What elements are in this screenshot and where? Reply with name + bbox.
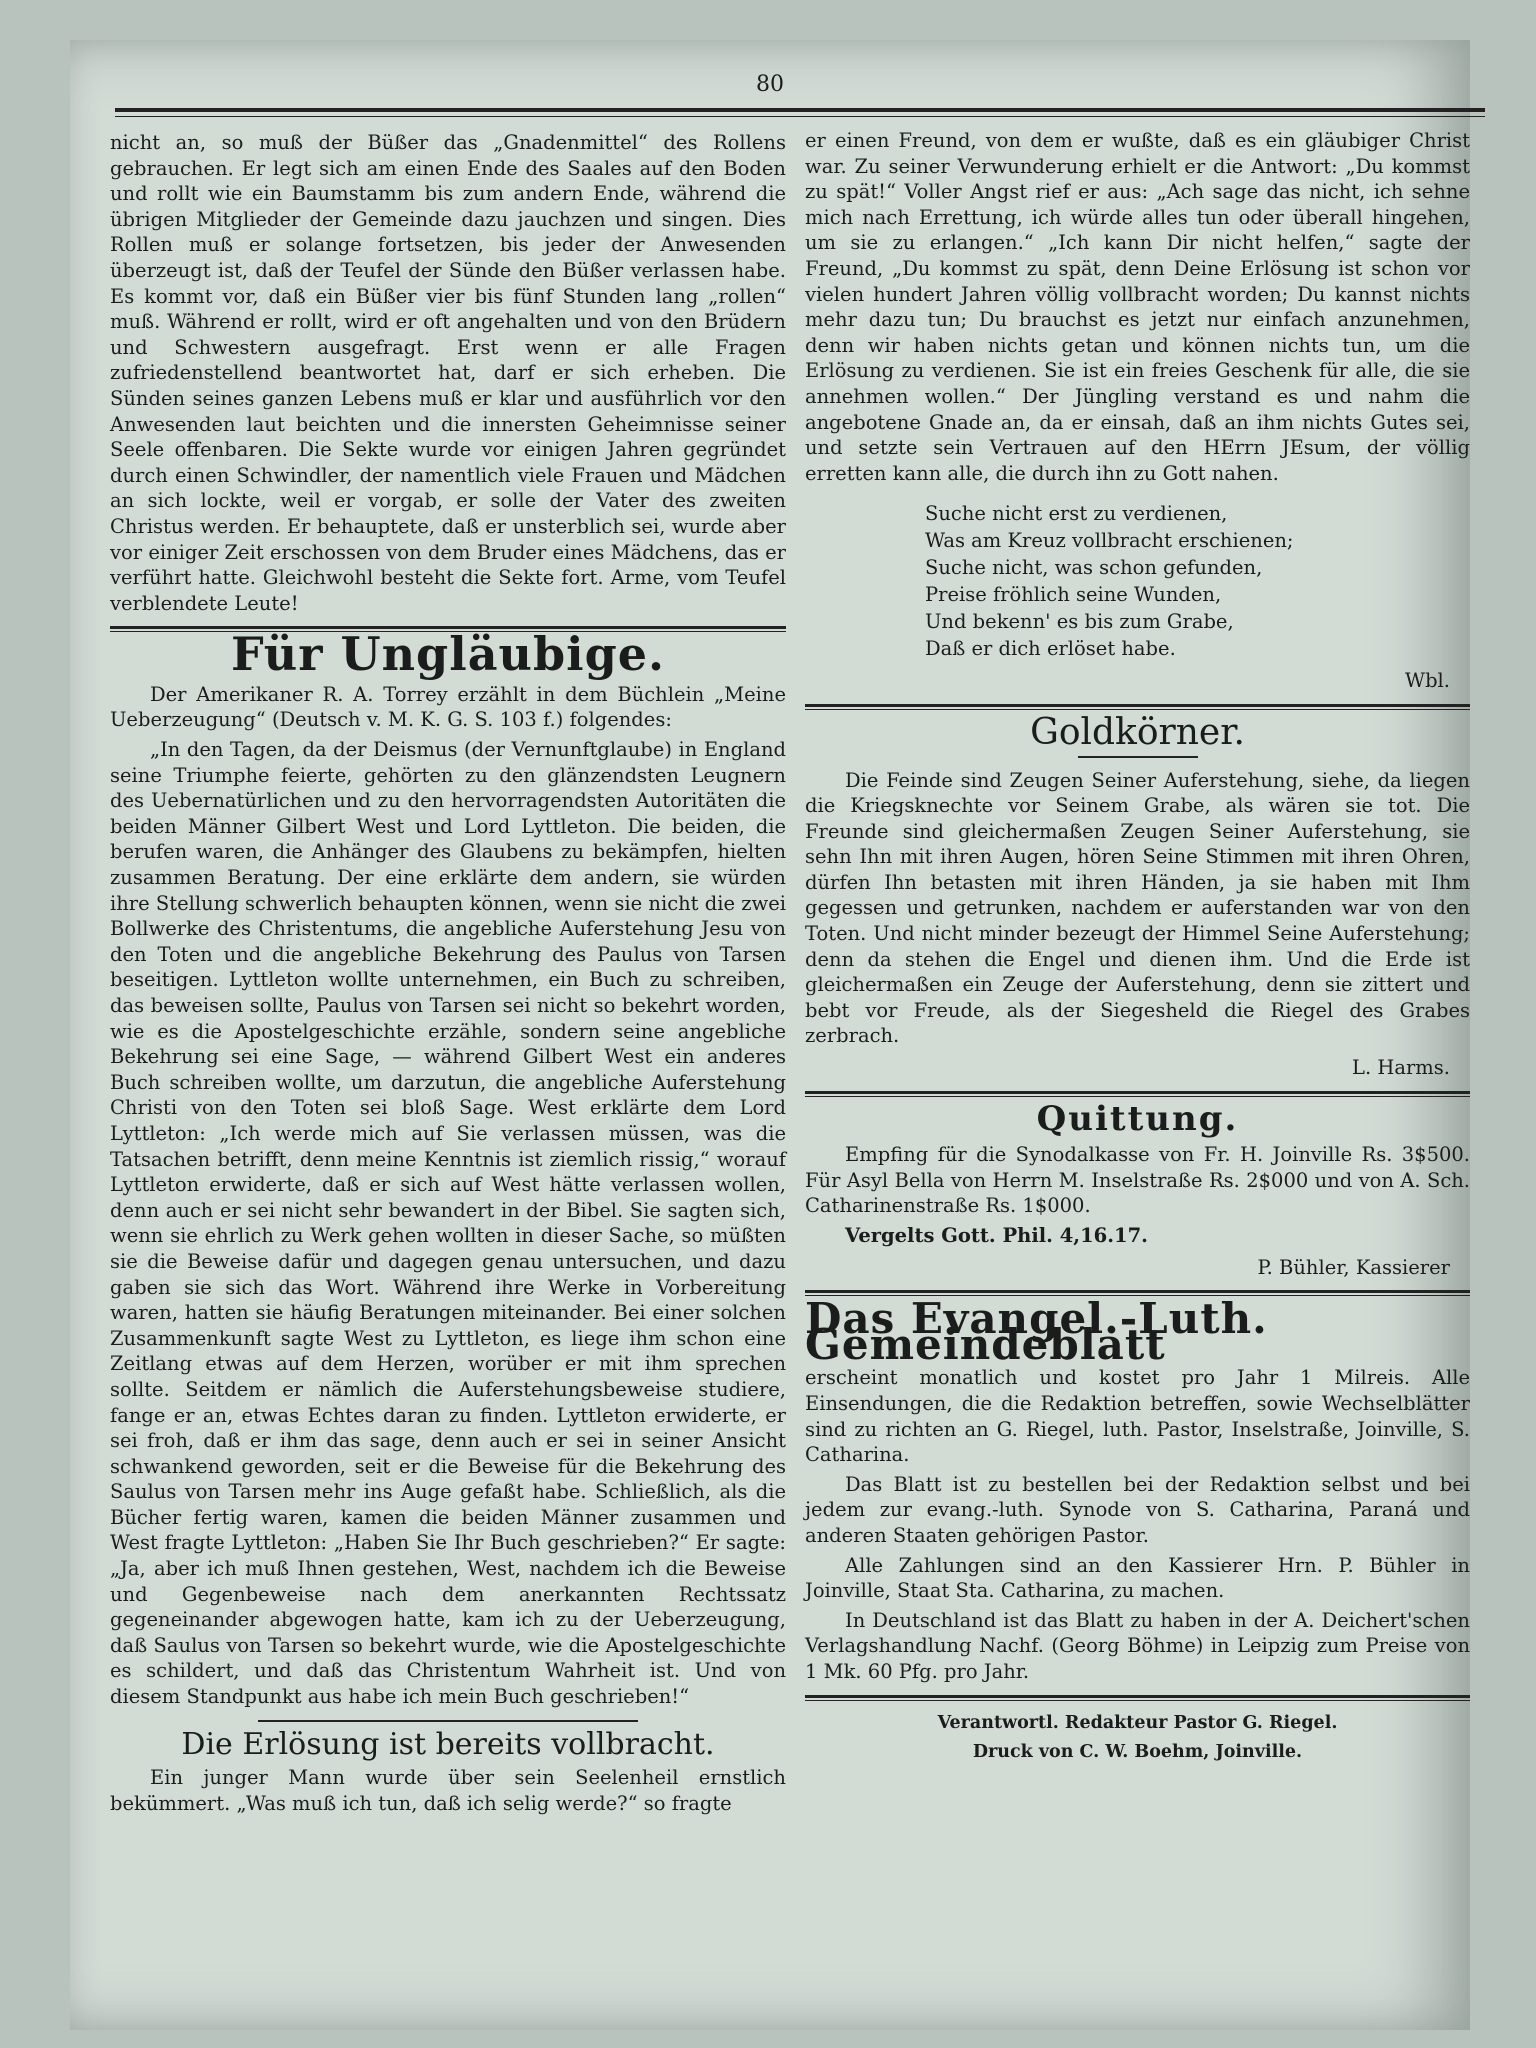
poem-line: Preise fröhlich seine Wunden, xyxy=(925,583,1222,607)
goldkoerner-signature: L. Harms. xyxy=(1352,1056,1450,1080)
quittung-vergelts: Vergelts Gott. Phil. 4,16.17. xyxy=(845,1224,1148,1247)
quittung-title: Quittung. xyxy=(1036,1098,1239,1139)
page-number: 80 xyxy=(756,72,784,97)
footer-editor: Verantwortl. Redakteur Pastor G. Riegel. xyxy=(937,1712,1338,1733)
footer-printer: Druck von C. W. Boehm, Joinville. xyxy=(972,1742,1303,1763)
gemeindeblatt-paragraph-4: In Deutschland ist das Blatt zu haben in der A. Deichert'schen Verlagshandlung Nachf. (Georg Böhme) in Leipzig zum Preise von 1 Mk. 60 Pfg. pro Jahr. xyxy=(805,1608,1470,1683)
section-divider xyxy=(805,1091,1470,1097)
unglaeubige-paragraph-1: Der Amerikaner R. A. Torrey erzählt in dem Büchlein „Meine Ueberzeugung“ (Deutsch v. M. K. G. S. 103 f.) folgendes: xyxy=(110,682,786,732)
erloesung-paragraph-start: Ein junger Mann wurde über sein Seelenheil ernstlich bekümmert. „Was muß ich tun, daß ich selig werde?“ so fragte xyxy=(110,1766,786,1815)
newspaper-page xyxy=(70,40,1470,2030)
quittung-signature: P. Bühler, Kassierer xyxy=(1257,1255,1450,1279)
poem-line: Daß er dich erlöset habe. xyxy=(925,637,1176,661)
gemeindeblatt-paragraph-3: Alle Zahlungen sind an den Kassierer Hrn. P. Bühler in Joinville, Staat Sta. Catharina, zu machen. xyxy=(805,1553,1470,1603)
right-column xyxy=(805,128,1470,1770)
quittung-text: Empfing für die Synodalkasse von Fr. H. Joinville Rs. 3$500. Für Asyl Bella von Herrn M. Inselstraße Rs. 2$000 und von A. Sch. Catharinenstraße Rs. 1$000. xyxy=(805,1143,1470,1218)
poem-line: Suche nicht, was schon gefunden, xyxy=(925,556,1263,580)
section-divider xyxy=(805,1695,1470,1701)
erloesung-title: Die Erlösung ist bereits vollbracht. xyxy=(181,1726,715,1762)
gemeindeblatt-title: Das Evangel.-Luth. Gemeindeblatt xyxy=(805,1294,1268,1369)
unglaeubige-paragraph-2: „In den Tagen, da der Deismus (der Vernunftglaube) in England seine Triumphe feierte, gehörten zu den glänzendsten Leugnern des Uebernatürlichen und zu den hervorragendsten Autoritäten die beiden Männer Gilbert West und Lord Lyttleton. Die beiden, die berufen waren, die Anhänger des Glaubens zu bekämpfen, hielten zusammen Beratung. Der eine erklärte dem andern, sie würden ihre Stellung schwerlich behaupten können, wenn sie nicht die zwei Bollwerke des Christentums, die angebliche Auferstehung Jesu von den Toten und die angebliche Bekehrung des Paulus von Tarsen beseitigen. Lyttleton wollte unternehmen, ein Buch zu schreiben, das beweisen sollte, Paulus von Tarsen sei nicht so bekehrt worden, wie es die Apostelgeschichte erzähle, sondern seine angebliche Bekehrung sei eine Sage, — während Gilbert West ein anderes Buch schreiben wollte, um darzutun, die angebliche Auferstehung Christi von den Toten sei bloß Sage. West erklärte dem Lord Lyttleton: „Ich werde mich auf Sie verlassen müssen, was die Tatsachen betrifft, denn meine Kenntnis ist ziemlich rissig,“ worauf Lyttleton erwiderte, daß er sich auf West hätte verlassen wollen, denn auch er sei nicht sehr bewandert in der Bibel. Sie sagten sich, wenn sie ehrlich zu Werk gehen wollten in dieser Sache, so müßten sie die Beweise dafür und dagegen genau untersuchen, und dazu gaben sie sich das Wort. Während ihre Werke in Vorbereitung waren, hatten sie häufig Beratungen miteinander. Bei einer solchen Zusammenkunft sagte West zu Lyttleton, es liege ihm schon eine Zeitlang etwas auf dem Herzen, worüber er mit ihm sprechen sollte. Seitdem er nämlich die Auferstehungsbeweise studiere, fange er an, etwas Echtes daran zu finden. Lyttleton erwiderte, er sei froh, daß er ihm das sage, denn auch er sei in seiner Ansicht schwankend geworden, seit er die Beweise für die Bekehrung des Saulus von Tarsen mehr ins Auge gefaßt habe. Schließlich, als die Bücher fertig waren, kamen die beiden Männer zusammen und West fragte Lyttleton: „Haben Sie Ihr Buch geschrieben?“ Er sagte: „Ja, aber ich muß Ihnen gestehen, West, nachdem ich die Beweise und Gegenbeweise nach dem anerkannten Rechtssatz gegeneinander abgewogen hatte, kam ich zu der Ueberzeugung, daß Saulus von Tarsen so bekehrt wurde, wie die Apostelgeschichte es schildert, und daß das Christentum Wahrheit ist. Und von diesem Standpunkt aus habe ich mein Buch geschrieben!“ xyxy=(110,738,786,1709)
erloesung-paragraph-cont: er einen Freund, von dem er wußte, daß es ein gläubiger Christ war. Zu seiner Verwunderung erhielt er die Antwort: „Du kommst zu spät!“ Voller Angst rief er aus: „Ach sage das nicht, ich sehne mich nach Errettung, ich würde alles tun oder überall hingehen, um sie zu erlangen.“ „Ich kann Dir nicht helfen,“ sagte der Freund, „Du kommst zu spät, denn Deine Erlösung ist schon vor vielen hundert Jahren völlig vollbracht worden; Du kannst nichts mehr dazu tun; Du brauchst es jetzt nur einfach anzunehmen, denn wir haben nichts getan und können nichts tun, um die Erlösung zu verdienen. Sie ist ein freies Geschenk für alle, die sie annehmen wollen.“ Der Jüngling verstand es und nahm die angebotene Gnade an, da er einsah, daß an ihm nichts Gutes sei, und setzte sein Vertrauen auf den HErrn JEsum, der völlig erretten kann alle, die durch ihn zu Gott nahen. xyxy=(805,129,1470,485)
header-rule xyxy=(115,108,1485,112)
left-column xyxy=(110,130,786,1820)
short-divider xyxy=(1078,756,1198,758)
short-divider xyxy=(258,1720,638,1722)
goldkoerner-text: Die Feinde sind Zeugen Seiner Auferstehung, siehe, da liegen die Kriegsknechte vor Seinem Grabe, als wären sie tot. Die Freunde sind gleichermaßen Zeugen Seiner Auferstehung, sie sehn Ihn mit ihren Augen, hören Seine Stimmen mit ihren Ohren, dürfen Ihn betasten mit ihren Händen, ja sie haben mit Ihm gegessen und getrunken, nachdem er auferstanden war von den Toten. Und nicht minder bezeugt der Himmel Seine Auferstehung; denn da stehen die Engel und dienen ihm. Und die Erde ist gleichermaßen ein Zeuge der Auferstehung, denn sie zittert und bebt vor Freude, als der Siegesheld die Riegel des Grabes zerbrach. xyxy=(805,768,1470,1048)
poem-line: Suche nicht erst zu verdienen, xyxy=(925,502,1228,526)
intro-paragraph: nicht an, so muß der Büßer das „Gnadenmittel“ des Rollens gebrauchen. Er legt sich am einen Ende des Saales auf den Boden und rollt wie ein Baumstamm bis zum andern Ende, während die übrigen Mitglieder der Gemeinde dazu jauchzen und singen. Dies Rollen muß er solange fortsetzen, bis jeder der Anwesenden überzeugt ist, daß der Teufel der Sünde den Büßer verlassen habe. Es kommt vor, daß ein Büßer vier bis fünf Stunden lang „rollen“ muß. Während er rollt, wird er oft angehalten und von den Brüdern und Schwestern ausgefragt. Erst wenn er alle Fragen zufriedenstellend beantwortet hat, darf er sich erheben. Die Sünden seines ganzen Lebens muß er klar und ausführlich vor den Anwesenden laut beichten und die innersten Geheimnisse seiner Seele offenbaren. Die Sekte wurde vor einigen Jahren gegründet durch einen Schwindler, der namentlich viele Frauen und Mädchen an sich lockte, weil er vorgab, er solle der Vater des zweiten Christus werden. Er behauptete, daß er unsterblich sei, wurde aber vor einiger Zeit erschossen von dem Bruder eines Mädchens, das er verführt hatte. Gleichwohl besteht die Sekte fort. Arme, vom Teufel verblendete Leute! xyxy=(110,131,786,615)
unglaeubige-title: Für Ungläubige. xyxy=(230,627,666,682)
gemeindeblatt-paragraph-1: erscheint monatlich und kostet pro Jahr 1 Milreis. Alle Einsendungen, die die Redaktion betreffen, sowie Wechselblätter sind zu richten an G. Riegel, luth. Pastor, Inselstraße, Joinville, S. Catharina. xyxy=(805,1366,1470,1467)
poem-signature: Wbl. xyxy=(1405,669,1450,693)
section-divider xyxy=(805,704,1470,710)
poem-line: Und bekenn' es bis zum Grabe, xyxy=(925,610,1234,634)
header-rule-thin xyxy=(115,116,1485,117)
goldkoerner-title: Goldkörner. xyxy=(1030,711,1245,753)
gemeindeblatt-paragraph-2: Das Blatt ist zu bestellen bei der Redaktion selbst und bei jedem zur evang.-luth. Synode von S. Catharina, Paraná und anderen Staaten gehörigen Pastor. xyxy=(805,1472,1470,1547)
poem-line: Was am Kreuz vollbracht erschienen; xyxy=(925,529,1294,553)
poem xyxy=(925,500,1470,662)
